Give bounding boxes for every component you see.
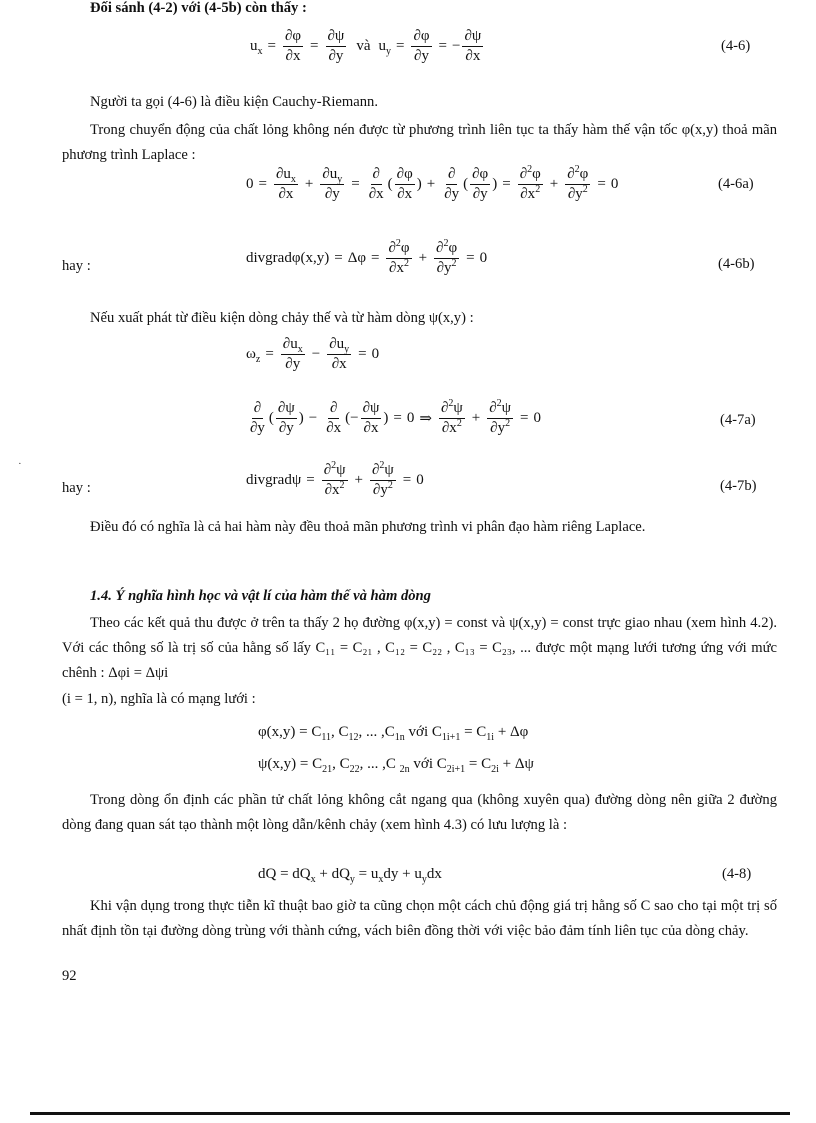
equation-4-6: $u_x$ = $\frac{\partial\varphi}{\partial x}$ = $\frac{\partial\psi}{\partial y}$ và $u_y$ = $\frac{\partial\varphi}{\partial y}$ = − $\frac{\partial\psi}{\partial x}$: [250, 28, 482, 64]
equation-4-7b: divgradψ = $\frac{\partial^2\psi}{\partial x^2}$ + $\frac{\partial^2\psi}{\partial y^2}$ = 0: [246, 460, 424, 498]
equation-phi-grid: $\varphi(x,y) = C_{11}$, $C_{12}$, ... $,C_{1n}$ với $C_{1i+1} = C_{1i} + \Delta\varphi$: [258, 724, 529, 743]
final-paragraph: Khi vận dụng trong thực tiễn kĩ thuật bao giờ ta cũng chọn một cách chủ động giá trị hằng số C sao cho tại một trị số nhất định tồn tại đường dòng trùng với thành cứng, vách biên đồng thời với việc bảo đảm tính liên tục của dòng chảy.: [62, 898, 777, 939]
eq-label-4-6: (4-6): [721, 38, 751, 54]
stream-function-line: Nếu xuất phát từ điều kiện dòng chảy thế và từ hàm dòng ψ(x,y) :: [90, 310, 474, 326]
results-paragraph-tail: (i = 1, n), nghĩa là có mạng lưới :: [62, 691, 256, 707]
equation-vorticity: $\omega_z$ = $\frac{\partial u_x}{\partial y}$ − $\frac{\partial u_y}{\partial x}$ = 0: [246, 336, 380, 372]
page-number: 92: [62, 968, 77, 984]
hay-label-2: hay :: [62, 480, 91, 496]
eq-label-4-7a: (4-7a): [720, 412, 756, 428]
eq-label-4-6a: (4-6a): [718, 176, 754, 192]
meaning-paragraph: Điều đó có nghĩa là cả hai hàm này đều thoả mãn phương trình vi phân đạo hàm riêng Laplace.: [90, 519, 646, 535]
steady-flow-paragraph: Trong dòng ổn định các phần tử chất lỏng không cắt ngang qua (không xuyên qua) đường dòng nên giữa 2 đường dòng đang quan sát tạo thành một lòng dẫn/kênh chảy (xem hình 4.3) có lưu lượng là :: [62, 792, 777, 833]
hay-label-1: hay :: [62, 258, 91, 274]
equation-psi-grid: $\psi(x,y) = C_{21}$, $C_{22}$, ... ,C $_{2n}$ với $C_{2i+1} = C_{2i} + \Delta\psi$: [258, 756, 534, 775]
results-paragraph: Theo các kết quả thu được ở trên ta thấy 2 họ đường φ(x,y) = const và ψ(x,y) = const trực giao nhau (xem hình 4.2). Với các thông số là trị số của hằng số lấy C₁₁ = C₂₁ , C₁₂ = C₂₂ , C₁₃ = C₂₃, ... được một mạng lưới tương ứng với mức chênh : Δφi = Δψi: [62, 615, 777, 681]
eq-label-4-6b: (4-6b): [718, 256, 755, 272]
laplace-paragraph: Trong chuyển động của chất lỏng không nén được từ phương trình liên tục ta thấy hàm thế vận tốc φ(x,y) thoả mãn phương trình Laplace :: [62, 122, 777, 163]
cauchy-riemann-line: Người ta gọi (4-6) là điều kiện Cauchy-Riemann.: [90, 94, 378, 110]
equation-4-8: dQ = $dQ_x + dQ_y = u_xdy + u_ydx$: [258, 866, 442, 885]
equation-4-6a: 0 = $\frac{\partial u_x}{\partial x}$ + $\frac{\partial u_y}{\partial y}$ = $\frac{\partial}{\partial x}$ ( $\frac{\partial\varphi}{\partial x}$ ) + $\frac{\partial}{\partial y}$ ( $\frac{\partial\varphi}{\partial y}$ ) = $\frac{\partial^2\varphi}{\partial x^2}$ + $\frac{\partial^2\varphi}{\partial y^2}$ = 0: [246, 164, 619, 202]
bottom-rule: [30, 1112, 790, 1115]
section-heading: 1.4. Ý nghĩa hình học và vật lí của hàm thế và hàm dòng: [90, 588, 431, 604]
intro-line: Đối sánh (4-2) với (4-5b) còn thấy :: [90, 0, 307, 16]
equation-4-7a: $\frac{\partial}{\partial y}$ ( $\frac{\partial\psi}{\partial y}$ ) − $\frac{\partial}{\partial x}$ (− $\frac{\partial\psi}{\partial x}$ ) = 0 ⇒ $\frac{\partial^2\psi}{\partial x^2}$ + $\frac{\partial^2\psi}{\partial y^2}$ = 0: [250, 398, 542, 436]
eq-label-4-7b: (4-7b): [720, 478, 757, 494]
scan-mark: ·: [18, 458, 22, 470]
eq-label-4-8: (4-8): [722, 866, 752, 882]
equation-4-6b: divgradφ(x,y) = Δφ = $\frac{\partial^2\varphi}{\partial x^2}$ + $\frac{\partial^2\varphi}{\partial y^2}$ = 0: [246, 238, 488, 276]
